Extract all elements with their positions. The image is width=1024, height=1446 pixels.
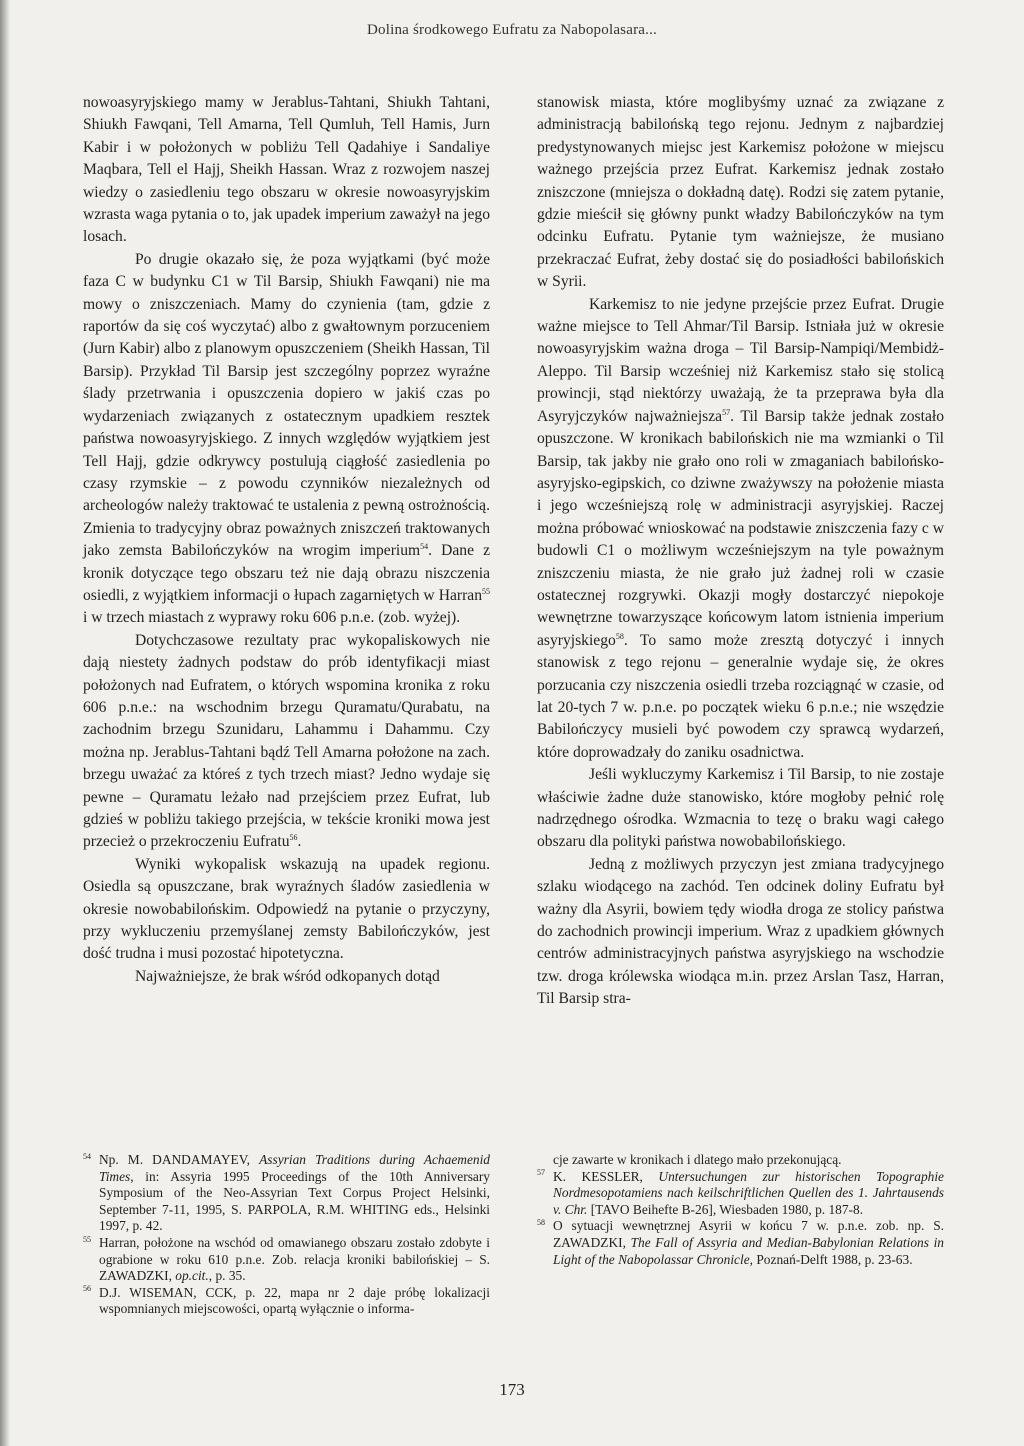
paragraph: nowoasyryjskiego mamy w Jerablus-Tahtani, Shiukh Tahtani, Shiukh Fawqani, Tell Amarna, Tell Qumluh, Tell Hamis, Jurn Kabir i w położonych w pobliżu Tell Qadahiye i Sandaliye Maqbara, Tell el Hajj, Sheikh Hassan. Wraz z rozwojem naszej wiedzy o zasiedleniu tego obszaru w okresie nowoasyryjskim wzrasta waga pytania o to, jak upadek imperium zaważył na jego losach. bbox=[83, 94, 490, 246]
footnote-ref: 58 bbox=[615, 631, 624, 641]
right-text-column bbox=[537, 92, 944, 1011]
left-text-column bbox=[83, 92, 490, 988]
footnotes-left bbox=[83, 1152, 490, 1318]
paragraph: Najważniejsze, że brak wśród odkopanych dotąd bbox=[135, 967, 440, 985]
footnote-ref: 54 bbox=[420, 541, 429, 551]
footnote: 58 O sytuacji wewnętrznej Asyrii w końcu 7 w. p.n.e. zob. np. S. ZAWADZKI, The Fall of Assyria and Median-Babylonian Relations in Light of the Nabopolassar Chronicle, Poznań-Delft 1988, p. 23-63. bbox=[537, 1217, 944, 1267]
footnote-continuation: cje zawarte w kronikach i dlatego mało przekonującą. bbox=[553, 1152, 842, 1167]
paragraph: Jedną z możliwych przyczyn jest zmiana tradycyjnego szlaku wiodącego na zachód. Ten odcinek doliny Eufratu był ważny dla Asyrii, bowiem tędy wiodła droga ze stolicy państwa do zachodnich prowincji imperium. Wraz z upadkiem głównych centrów administracyjnych państwa asyryjskiego na wschodzie tzw. droga królewska wiodąca m.in. przez Arslan Tasz, Harran, Til Barsip stra- bbox=[537, 855, 944, 1008]
paragraph: stanowisk miasta, które moglibyśmy uznać za związane z administracją babilońską tego rejonu. Jednym z najbardziej predystynowanych miejsc jest Karkemisz położone w miejscu ważnego przejścia przez Eufrat. Karkemisz jednak zostało zniszczone (mniejsza o dokładną datę). Rodzi się zatem pytanie, gdzie mieścił się główny punkt władzy Babilończyków na tym odcinku Eufratu. Pytanie tym ważniejsze, że musiano przekraczać Eufrat, żeby dostać się do posiadłości babilońskich w Syrii. bbox=[537, 94, 944, 291]
footnote: 54 Np. M. DANDAMAYEV, Assyrian Traditions during Achaemenid Times, in: Assyria 1995 Proceedings of the 10th Anniversary Symposium of the Neo-Assyrian Text Corpus Project Helsinki, September 7-11, 1995, S. PARPOLA, R.M. WHITING eds., Helsinki 1997, p. 42. bbox=[83, 1151, 490, 1234]
running-head: Dolina środkowego Eufratu za Nabopolasara... bbox=[367, 22, 657, 38]
footnotes-right bbox=[537, 1152, 944, 1268]
paragraph: Po drugie okazało się, że poza wyjątkami (być może faza C w budynku C1 w Til Barsip, Shiukh Fawqani) nie ma mowy o zniszczeniach. Mamy do czynienia (tam, gdzie z raportów da się coś wyczytać) albo z gwałtownym porzuceniem (Jurn Kabir) albo z planowym opuszczeniem (Sheikh Hassan, Til Barsip). Przykład Til Barsip jest szczególny poprzez wyraźne ślady przetrwania i opuszczenia dopiero w jakiś czas po wydarzeniach związanych z ostatecznym upadkiem resztek państwa nowoasyryjskiego. Z innych względów wyjątkiem jest Tell Hajj, gdzie odkrywcy postulują ciągłość zasiedlenia po czasy rzymskie – z powodu czynników niezależnych od archeologów należy traktować te ustalenia z pewną ostrożnością. Zmienia to tradycyjny obraz poważnych zniszczeń traktowanych jako zemsta Babilończyków na wrogim imperium$^{54}$. Dane z kronik dotyczące tego obszaru też nie dają obrazu niszczenia osiedli, z wyjątkiem informacji o łupach zagarniętych w Harran$^{55}$ i w trzech miastach z wyprawy roku 606 p.n.e. (zob. wyżej). bbox=[83, 250, 490, 627]
paragraph: Dotychczasowe rezultaty prac wykopaliskowych nie dają niestety żadnych podstaw do prób identyfikacji miast położonych nad Eufratem, o których wspomina kronika z roku 606 p.n.e.: na wschodnim brzegu Quramatu/Qurabatu, na zachodnim brzegu Szunidaru, Lahammu i Dahammu. Czy można np. Jerablus-Tahtani bądź Tell Amarna położone na zach. brzegu uważać za któreś z tych trzech miast? Jedno wydaje się pewne – Quramatu leżało nad przejściem przez Eufrat, lub gdzieś w pobliżu takiego przejścia, w tekście kroniki mowa jest przecież o przekroczeniu Eufratu$^{56}$. bbox=[83, 631, 490, 851]
footnote-ref: 56 bbox=[289, 833, 298, 843]
paragraph: Jeśli wykluczymy Karkemisz i Til Barsip, to nie zostaje właściwie żadne duże stanowisko, które mogłoby pełnić rolę nadrzędnego ośrodka. Wzmacnia to tezę o braku wagi całego obszaru dla polityki państwa nowobabilońskiego. bbox=[537, 766, 944, 851]
footnote: 57 K. KESSLER, Untersuchungen zur historischen Topographie Nordmesopotamiens nach keilschriftlichen Quellen des 1. Jahrtausends v. Chr. [TAVO Beihefte B-26], Wiesbaden 1980, p. 187-8. bbox=[537, 1168, 944, 1217]
paragraph: Karkemisz to nie jedyne przejście przez Eufrat. Drugie ważne miejsce to Tell Ahmar/Til Barsip. Istniała już w okresie nowoasyryjskim ważna droga – Til Barsip-Nampiqi/Membidż-Aleppo. Til Barsip wcześniej niż Karkemisz stało się stolicą prowincji, stąd niektórzy uważają, że ta przeprawa była dla Asyryjczyków najważniejsza$^{57}$. Til Barsip także jednak zostało opuszczone. W kronikach babilońskich nie ma wzmianki o Til Barsip, tak jakby nie grało ono roli w zmaganiach babilońsko-asyryjsko-egipskich, co dziwne zważywszy na położenie miasta i jego wcześniejszą rolę w administracji asyryjskiej. Raczej można próbować wnioskować na podstawie zniszczenia fazy c w budowli C1 o możliwym wcześniejszym na tyle poważnym zniszczeniu miasta, że nie grało już żadnej roli w czasie ostatecznej rozgrywki. Okazji mogły dostarczyć niepokoje wewnętrzne towarzyszące końcowym latom istnienia imperium asyryjskiego$^{58}$. To samo może zresztą dotyczyć i innych stanowisk z tego rejonu – generalnie wydaje się, że okres porzucania czy niszczenia osiedli trzeba rozciągnąć w czasie, od lat 20-tych 7 w. p.n.e. po początek wieku 6 p.n.e.; nie wszędzie Babilończycy musieli być powodem czy sprawcą wydarzeń, które doprowadzały do zaniku osadnictwa. bbox=[537, 295, 945, 761]
footnote-ref: 57 bbox=[722, 407, 731, 417]
page-binding-shadow bbox=[0, 0, 10, 1446]
page-number: 173 bbox=[499, 1380, 525, 1399]
footnote: 55 Harran, położone na wschód od omawianego obszaru zostało zdobyte i ograbione w roku 610 p.n.e. Zob. relacja kroniki babilońskiej – S. ZAWADZKI, op.cit., p. 35. bbox=[83, 1234, 490, 1284]
paragraph: Wyniki wykopalisk wskazują na upadek regionu. Osiedla są opuszczane, brak wyraźnych śladów zasiedlenia w okresie nowobabilońskim. Odpowiedź na pytanie o przyczyny, przy wykluczeniu przemyślanej zemsty Babilończyków, jest dość trudna i musi pozostać hipotetyczna. bbox=[83, 855, 490, 963]
footnote-ref: 55 bbox=[482, 586, 490, 596]
footnote: 56 D.J. WISEMAN, CCK, p. 22, mapa nr 2 daje próbę lokalizacji wspomnianych miejscowości, opartą wyłącznie o informa- bbox=[83, 1284, 490, 1317]
